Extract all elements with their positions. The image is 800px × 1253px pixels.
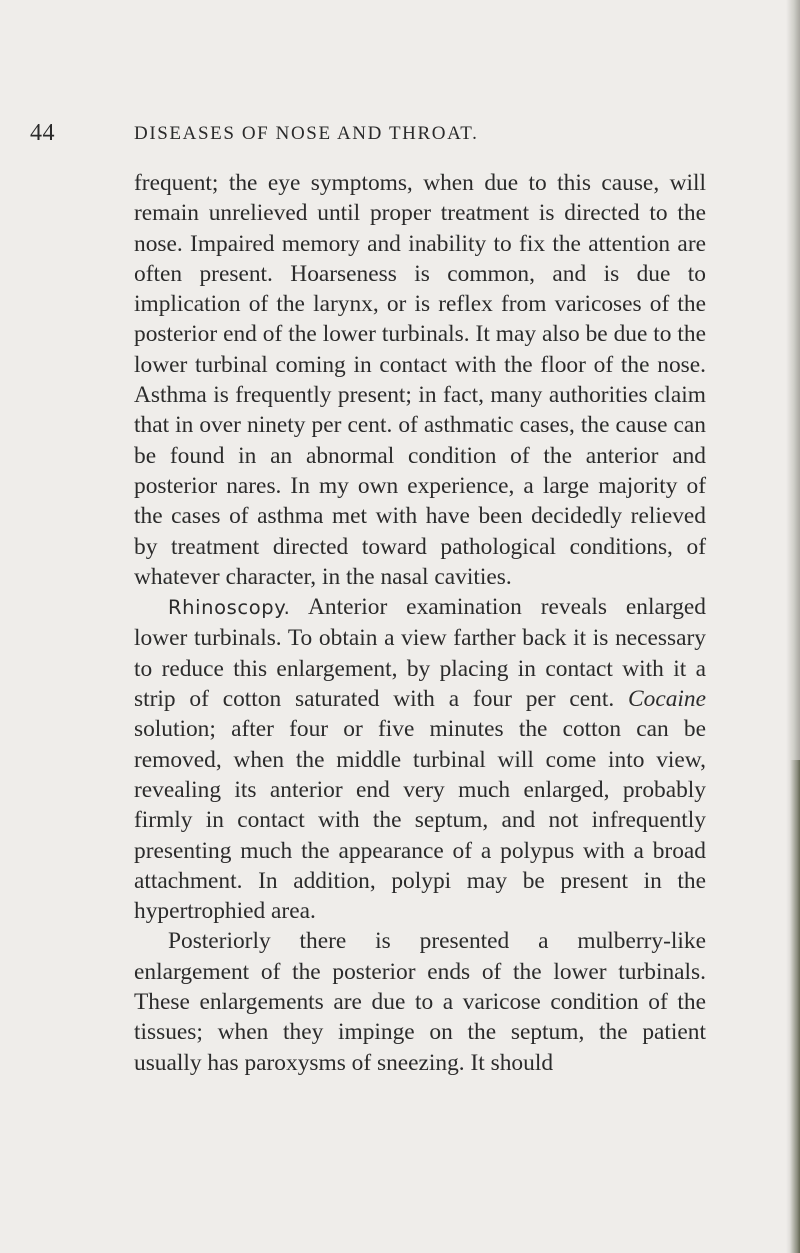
rhinoscopy-text-b: solution; after four or five minutes the cotton can be removed, when the middle turbinal will come into view, revealing its anterior end very much enlarged, probably firmly in contact with the septum, and not infrequently presenting much the appearance of a polypus with a broad attachment. In addition, polypi may be present in the hypertrophied area. [134, 716, 706, 925]
rhinoscopy-heading: Rhinoscopy. [168, 596, 291, 620]
rhinoscopy-text-a: Anterior examination reveals enlarged lower turbinals. To obtain a view farther back it is necessary to reduce this enlargement, by placing in contact with it a strip of cotton saturated with a four per cent. [134, 594, 706, 713]
page-number: 44 [30, 120, 55, 146]
page-edge-shadow-lower [790, 760, 800, 1253]
paragraph-eye-symptoms: frequent; the eye symptoms, when due to this cause, will remain unrelieved until proper treatment is directed to the nose. Impaired memory and inability to fix the attention are often present. Hoarseness is common, and is due to implication of the larynx, or is reflex from varicoses of the posterior end of the lower turbinals. It may also be due to the lower turbinal coming in contact with the floor of the nose. Asthma is frequently present; in fact, many authorities claim that in over ninety per cent. of asthmatic cases, the cause can be found in an abnormal condition of the anterior and posterior nares. In my own experience, a large majority of the cases of asthma met with have been decidedly relieved by treatment directed toward pathological conditions, of whatever character, in the nasal cavities. [134, 170, 706, 590]
page-header [30, 120, 704, 150]
paragraph-posteriorly: Posteriorly there is presented a mulberry-like enlargement of the posterior ends of the lower turbinals. These enlargements are due to a varicose condition of the tissues; when they impinge on the septum, the patient usually has paroxysms of sneezing. It should [134, 928, 706, 1076]
running-head: DISEASES OF NOSE AND THROAT. [134, 123, 479, 144]
paragraph-rhinoscopy [134, 592, 706, 926]
cocaine-term: Cocaine [628, 686, 706, 713]
body-text [134, 168, 706, 1078]
